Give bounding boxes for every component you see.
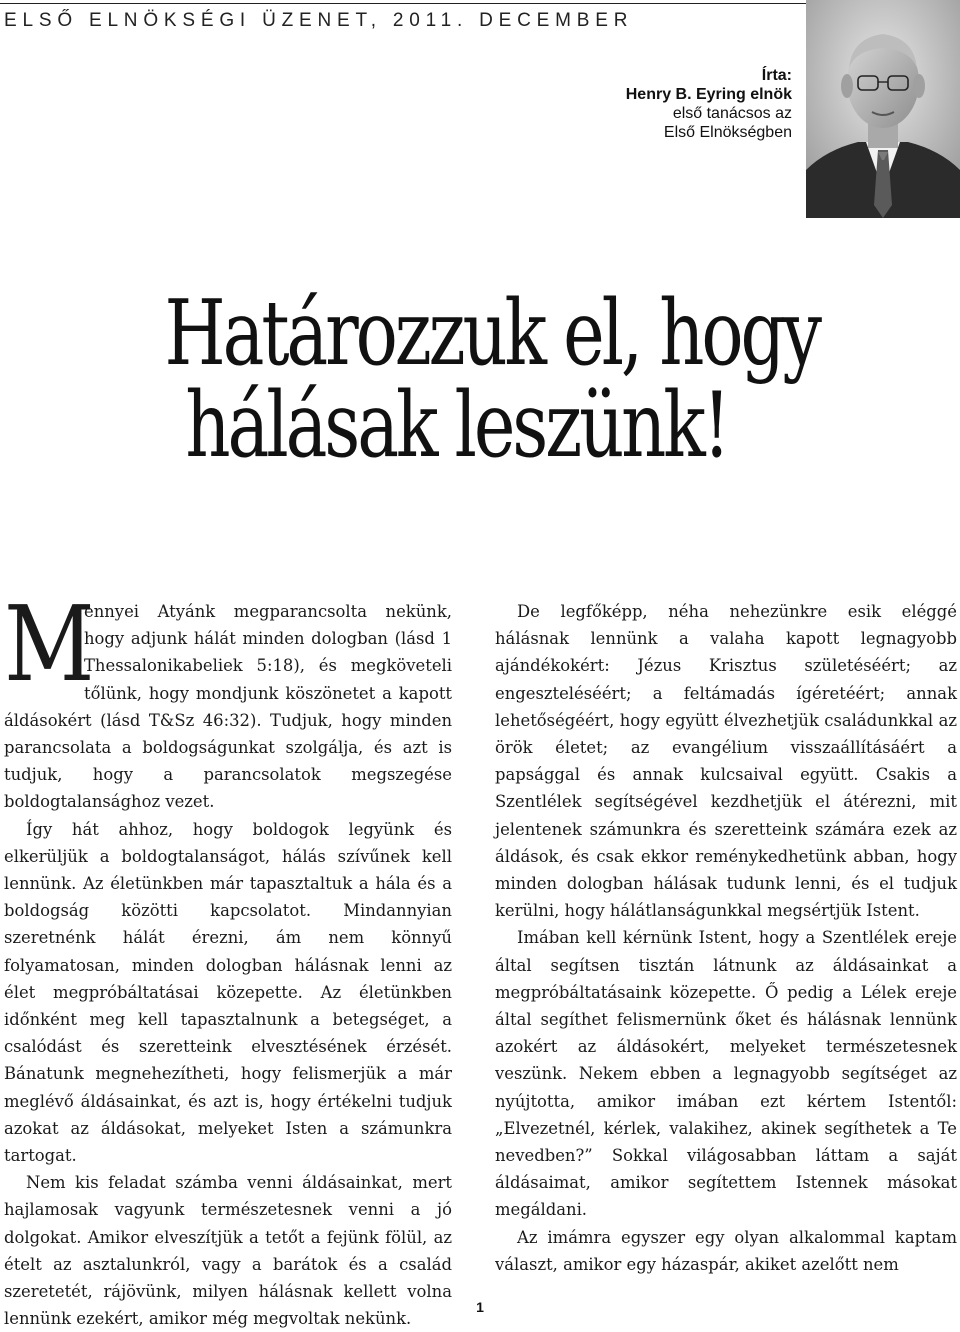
left-column (4, 583, 452, 1332)
article-title (106, 281, 855, 478)
paragraph-text: ennyei Atyánk megparancsolta nekünk, hogy adjunk hálát minden dologban (lásd 1 Thessalonikabeliek 5:18), és megköveteli tőlünk, hogy mondjunk köszönetet a kapott áldásokért (lásd T&Sz 46:32). Tudjuk, hogy minden parancsolata a boldogságunkat szolgálja, és azt is tudjuk, hogy a parancsolatok megszegése boldogtalansághoz vezet. (4, 602, 452, 812)
paragraph: Nem kis feladat számba venni áldásainkat, mert hajlamosak vagyunk természetesnek venni a jó dolgokat. Amikor elveszítjük a tetőt a fejünk fölül, az ételt az asztalunkról, vagy a barátok és a család szeretetét, rájövünk, milyen hálásnak kellett volna lennünk ezekért, amikor még megvoltak nekünk. (4, 1173, 452, 1329)
byline (626, 66, 792, 142)
paragraph (4, 583, 452, 816)
author-portrait (806, 0, 960, 218)
byline-author: Henry B. Eyring elnök (625, 86, 792, 103)
paragraph: Az imámra egyszer egy olyan alkalommal kaptam választ, amikor egy házaspár, akiket azelőtt nem (495, 1227, 957, 1274)
byline-prefix: Írta: (761, 67, 792, 84)
paragraph: Így hát ahhoz, hogy boldogok legyünk és elkerüljük a boldogtalanságot, hálás szívűnek kell lennünk. Az életünkben már tapasztaltuk a hála és a boldogság közötti kapcsolatot. Mindannyian szeretnénk hálát érezni, ám nem könnyű folyamatosan, minden dologban hálásnak lenni az élet megpróbáltatásai közepette. Az életünkben időnként meg kell tapasztalnunk a betegséget, a csalódást és szeretteink elvesztésének érzését. Bánatunk megnehezítheti, hogy felismerjük a már meglévő áldásainkat, és azt is, hogy értékelni tudjuk azokat az áldásokat, melyeket Isten a számunkra tartogat. (4, 819, 452, 1166)
title-line-1: Határozzuk el, hogy (164, 281, 819, 386)
drop-cap: M (4, 583, 95, 705)
right-column (495, 598, 957, 1278)
page-number: 1 (476, 1299, 484, 1315)
section-label: ELSŐ ELNÖKSÉGI ÜZENET, 2011. DECEMBER (4, 10, 634, 31)
title-line-2: hálásak leszünk! (185, 373, 728, 478)
paragraph: Imában kell kérnünk Istent, hogy a Szentlélek ereje által segítsen tisztán látnunk az áldásainkat a megpróbáltatásaink közepette. Ő pedig a Lélek ereje által segíthet felismernünk őket és hálásnak lennünk azokért az áldásokért, melyeket természetesnek veszünk. Nekem ebben a legnagyobb segítséget az nyújtotta, amikor imában ezt kértem Istentől: „Elvezetnél, kérlek, valakihez, akinek segíthetek a Te nevedben?” Sokkal világosabban láttam a saját áldásaimat, amikor segítettem Istennek másokat megáldani. (495, 928, 957, 1220)
portrait-illustration (806, 0, 960, 218)
paragraph: De legfőképp, néha nehezünkre esik eléggé hálásnak lennünk a valaha kapott legnagyobb ajándékokért: Jézus Krisztus születéséért; az engeszteléséért; a feltámadás ígéretéért; annak lehetőségéért, hogy együtt élvezhetjük családunkkal az örök életet; az evangélium visszaállításáért a papsággal és annak kulcsaival együtt. Csakis a Szentlélek segítségével kezdhetjük el átérezni, mit jelentenek számunkra és szeretteink számára ezek az áldások, és csak ekkor reménykedhetünk abban, hogy minden dologban hálásak tudunk lenni, és el tudjuk kerülni, hogy hálátlanságunkkal megsértjük Istent. (495, 602, 957, 921)
byline-role-line1: első tanácsos az (672, 105, 792, 122)
byline-role-line2: Első Elnökségben (663, 124, 792, 141)
